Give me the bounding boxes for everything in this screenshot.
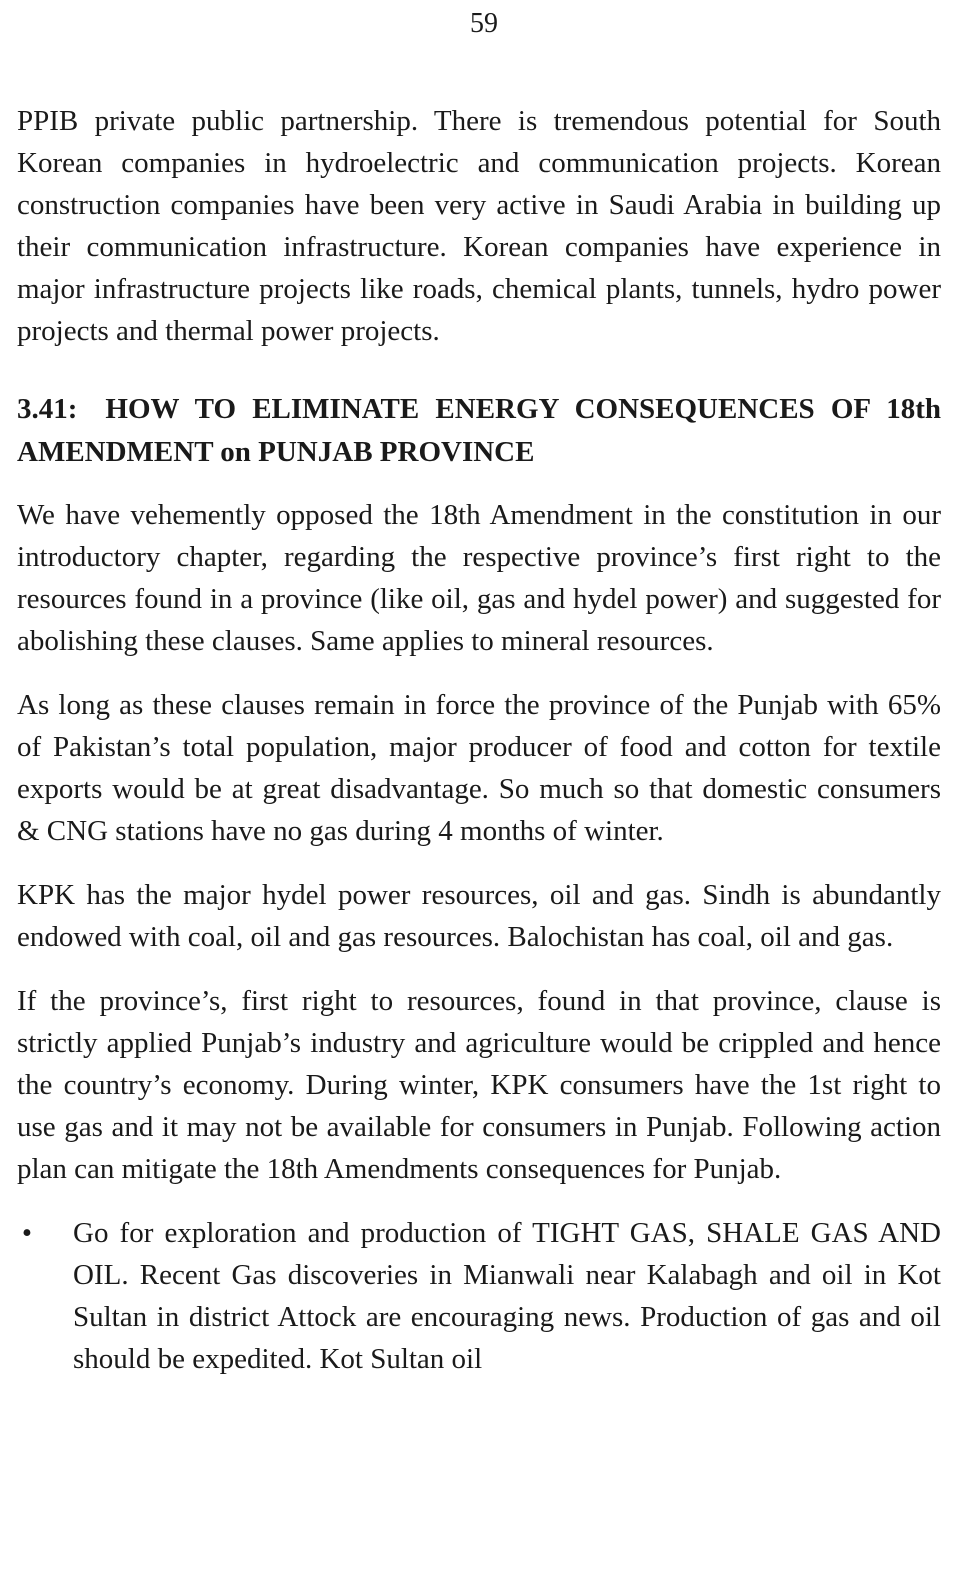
list-item-text: Go for exploration and production of TIGHT GAS, SHALE GAS AND OIL. Recent Gas discoveries in Mianwali near Kalabagh and oil in Kot Sultan in district Attock are encouraging news. Production of gas and oil should be expedited. Kot Sultan oil — [73, 1217, 941, 1375]
section-heading — [17, 388, 941, 474]
list-item — [17, 1212, 941, 1380]
paragraph-punjab-disadvantage: As long as these clauses remain in force the province of the Punjab with 65% of Pakistan’s total population, major producer of food and cotton for textile exports would be at great disadvantage. So much so that domestic consumers & CNG stations have no gas during 4 months of winter. — [17, 689, 941, 847]
paragraph-amendment-opposition: We have vehemently opposed the 18th Amendment in the constitution in our introductory chapter, regarding the respective province’s first right to the resources found in a province (like oil, gas and hydel power) and suggested for abolishing these clauses. Same applies to mineral resources. — [17, 499, 941, 657]
section-number: 3.41: — [17, 393, 78, 425]
paragraph-first-right-clause: If the province’s, first right to resources, found in that province, clause is strictly applied Punjab’s industry and agriculture would be crippled and hence the country’s economy. During winter, KPK consumers have the 1st right to use gas and it may not be available for consumers in Punjab. Following action plan can mitigate the 18th Amendments consequences for Punjab. — [17, 985, 941, 1185]
page-number: 59 — [470, 8, 498, 39]
paragraph-provincial-resources: KPK has the major hydel power resources, oil and gas. Sindh is abundantly endowed with coal, oil and gas resources. Balochistan has coal, oil and gas. — [17, 879, 941, 953]
bullet-icon: • — [21, 1217, 33, 1249]
section-title: HOW TO ELIMINATE ENERGY CONSEQUENCES OF 18th AMENDMENT on PUNJAB PROVINCE — [17, 393, 941, 468]
action-plan-list — [17, 1212, 941, 1380]
page-body — [17, 100, 941, 1380]
intro-paragraph: PPIB private public partnership. There is tremendous potential for South Korean companies in hydroelectric and communication projects. Korean construction companies have been very active in Saudi Arabia in building up their communication infrastructure. Korean companies have experience in major infrastructure projects like roads, chemical plants, tunnels, hydro power projects and thermal power projects. — [17, 105, 941, 347]
